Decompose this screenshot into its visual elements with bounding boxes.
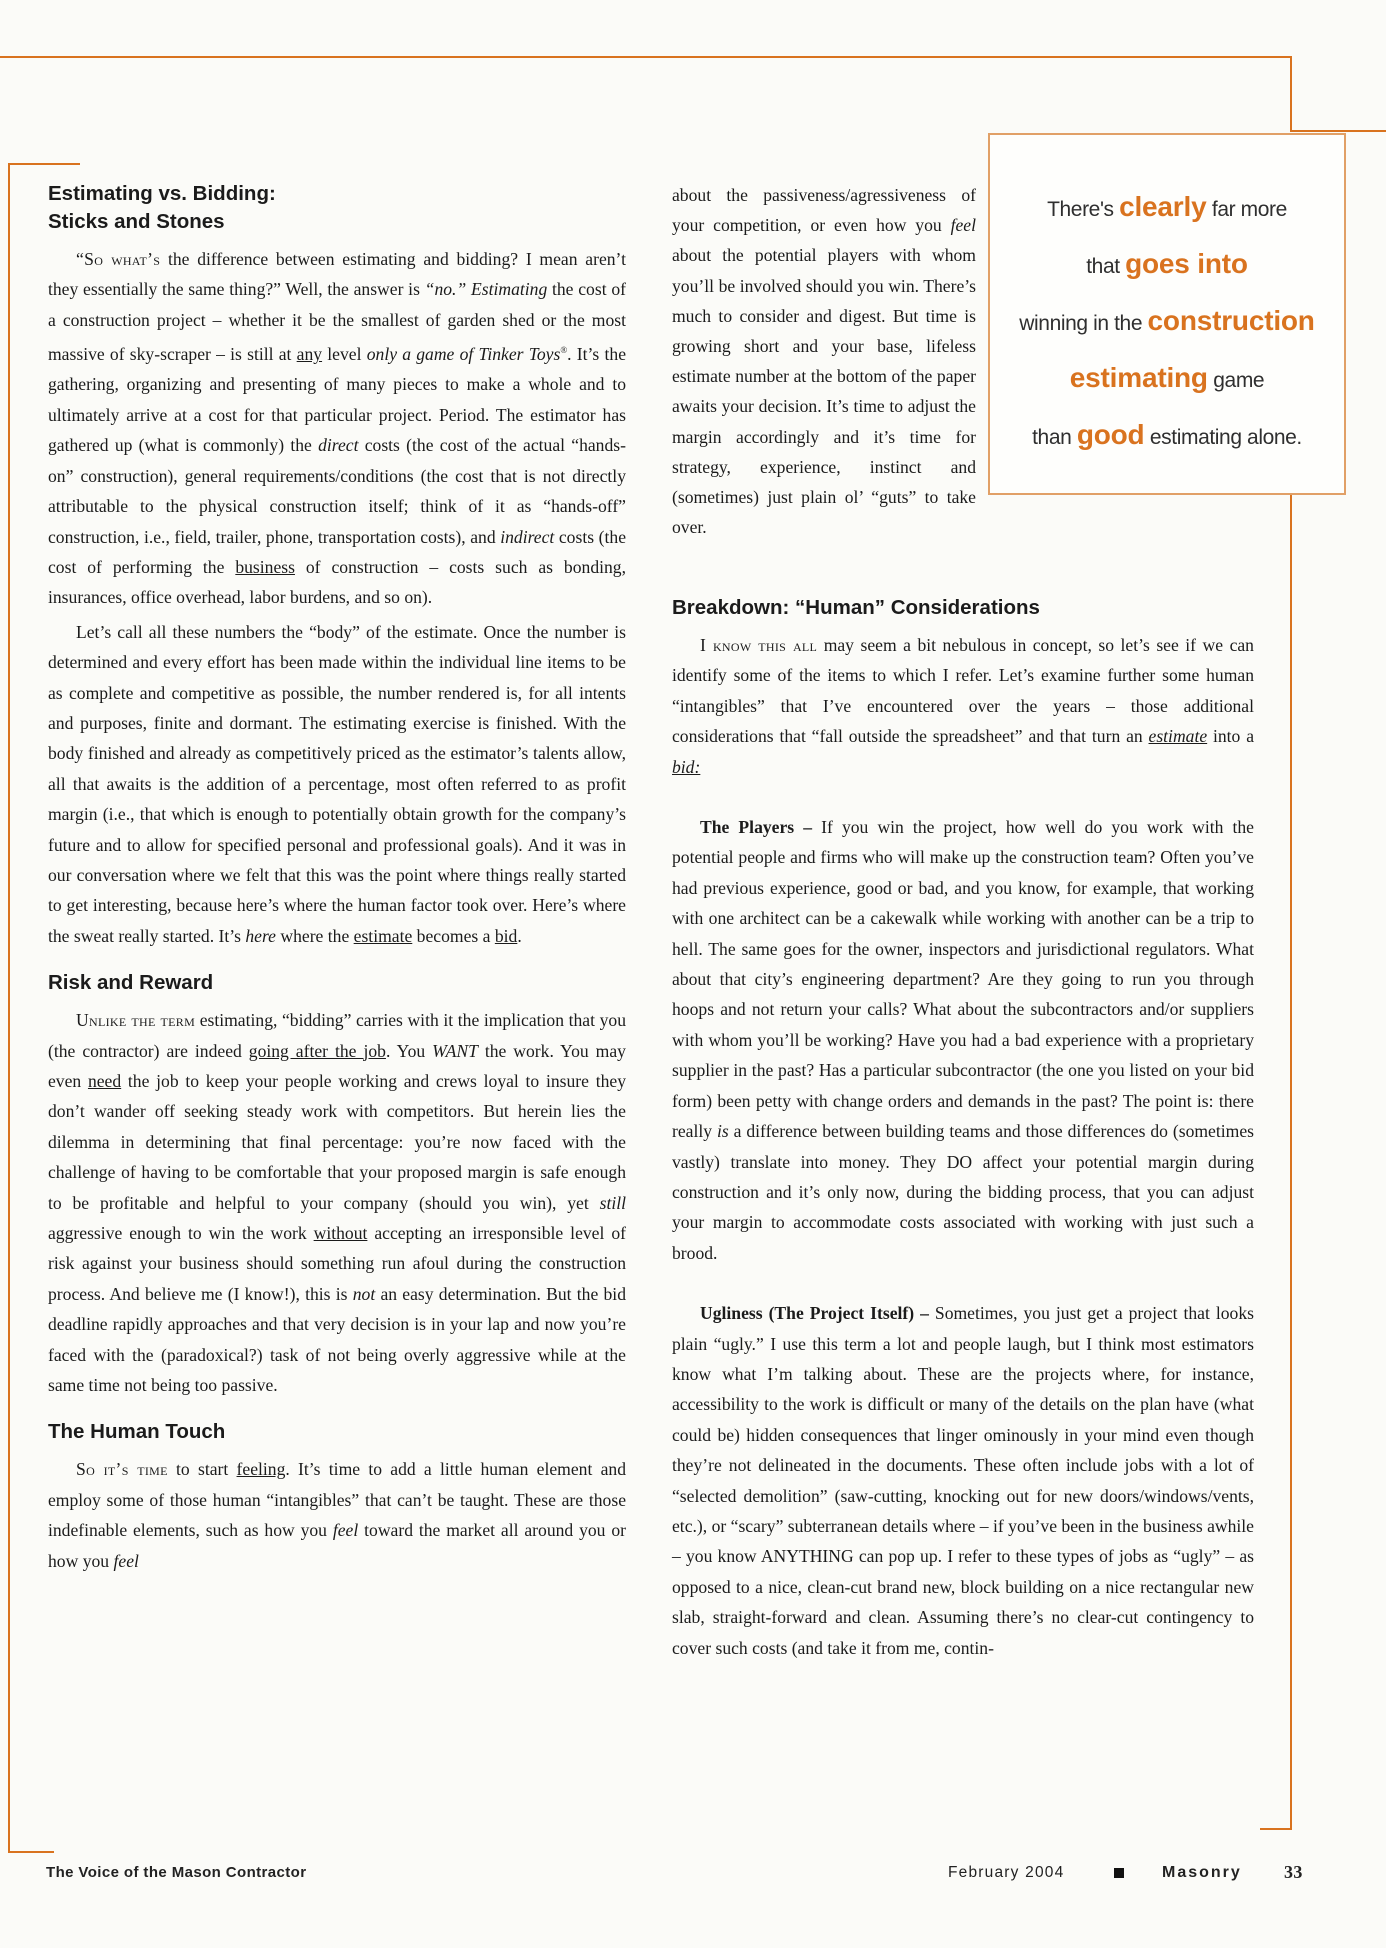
pull-quote-emphasis: clearly	[1119, 191, 1207, 222]
underlined: without	[313, 1223, 368, 1244]
emphasis: WANT	[432, 1040, 478, 1061]
underlined: bid	[494, 925, 518, 946]
emphasis: feel	[950, 215, 976, 236]
right-column-lower	[672, 594, 1254, 1663]
paragraph-breakdown-intro	[672, 630, 1254, 782]
emphasis: “no.”	[424, 279, 467, 300]
text: about the potential players with whom you’ll be involved should you win. There’s much to consider and digest. But time is growing short and your base, lifeless estimate number at the bottom of the paper awaits your decision. It’s time to adjust the margin accordingly and it’s time for strategy, experience, instinct and (sometimes) just plain ol’ “guts” to take over.	[672, 245, 976, 538]
text: accepting an irresponsible level of risk against your business should something run afoul during the construction process. And believe me (I know!), this is	[48, 1223, 626, 1304]
text: .	[517, 925, 522, 946]
page-number: 33	[1284, 1862, 1303, 1882]
pull-quote-text: There's	[1047, 198, 1120, 221]
text: the work. You may even	[48, 1040, 626, 1092]
pull-quote-emphasis: construction	[1147, 305, 1315, 336]
left-bracket-vertical	[8, 163, 10, 1853]
footer-date: February 2004	[948, 1864, 1065, 1881]
heading-line: Sticks and Stones	[48, 210, 225, 233]
paragraph-risk-and-reward	[48, 1005, 626, 1400]
text: the cost of a construction project – whether it be the smallest of garden shed or the most massive of sky-scraper – is still at	[48, 279, 626, 365]
lead-in: Unlike the term	[76, 1010, 196, 1031]
paragraph-the-players	[672, 812, 1254, 1268]
underlined: estimate	[353, 925, 413, 946]
top-right-rule-vertical	[1290, 56, 1292, 132]
section-heading-estimating-vs-bidding	[48, 180, 626, 236]
pull-quote-text: game	[1207, 369, 1265, 392]
footer-magazine-name: Masonry	[1162, 1864, 1242, 1881]
text: into a	[1207, 726, 1254, 747]
pull-quote-text: winning in the	[1019, 312, 1148, 335]
pull-quote-text: far more	[1206, 198, 1287, 221]
paragraph-human-touch-continued	[672, 180, 976, 542]
underlined: bid:	[672, 756, 701, 777]
lead-in: So it’s time	[76, 1459, 168, 1480]
emphasis: still	[599, 1192, 626, 1213]
text: costs (the cost of the actual “hands-on” construction), general requirements/conditions (the cost that is not directly attributable to the physical construction itself; think of it as “hands-off” construction, i.e., field, trailer, phone, transportation costs), and	[48, 435, 626, 547]
pull-quote-emphasis: goes into	[1125, 248, 1248, 279]
text: an easy determination. But the bid deadline rapidly approaches and that very decision is in your lap and now you’re faced with the (paradoxical?) task of not being overly aggressive while at the same time not being too passive.	[48, 1283, 626, 1396]
text: aggressive enough to win the work	[48, 1223, 314, 1244]
paragraph-estimating-body	[48, 617, 626, 951]
right-rule-upper	[1290, 492, 1292, 1532]
text: about the passiveness/agressiveness of your competition, or even how you	[672, 185, 976, 236]
underlined: estimate	[1148, 726, 1208, 747]
run-in-title: Ugliness (The Project Itself) –	[700, 1303, 929, 1324]
pull-quote-box	[988, 133, 1346, 495]
left-bracket-top	[8, 163, 80, 165]
text: costs (the cost of performing the	[48, 526, 626, 577]
emphasis: not	[352, 1283, 376, 1304]
text: . You	[385, 1040, 433, 1061]
top-rule	[0, 56, 1290, 58]
heading-line: Estimating vs. Bidding:	[48, 182, 276, 205]
emphasis: only a game of Tinker Toys	[366, 344, 561, 365]
right-rule-lower	[1290, 1530, 1292, 1830]
lead-in: I know this all	[700, 635, 818, 655]
pull-quote-text: estimating alone.	[1144, 426, 1302, 449]
text: . It’s time to add a little human element and employ some of those human “intangibles” that can’t be taught. These are those indefinable elements, such as how you	[48, 1459, 626, 1541]
text: becomes a	[412, 925, 495, 946]
text: to start	[167, 1459, 237, 1480]
run-in-title: The Players –	[700, 817, 813, 838]
emphasis: feel	[332, 1520, 359, 1541]
underlined: need	[87, 1071, 122, 1092]
emphasis: here	[245, 925, 276, 946]
text: . It’s the gathering, organizing and presenting of many pieces to make a whole and to ultimately arrive at a cost for that particular project. Period. The estimator has gathered up (what is commonly) the	[48, 344, 627, 456]
emphasis: is	[716, 1121, 729, 1142]
paragraph-ugliness	[672, 1298, 1254, 1663]
text: Let’s call all these numbers the “body” of the estimate. Once the number is determined and every effort has been made within the individual line items to be as complete and competitive as possible, the number rendered is, for all intents and purposes, finite and dormant. The estimating exercise is finished. With the body finished and already as competitively priced as the estimator’s talents allow, all that awaits is the addition of a percentage, most often referred to as profit margin (i.e., that which is enough to potentially obtain growth for the company’s future and to allow for specified personal and professional goals). And it was in our conversation where we felt that this was the point where things really started to get interesting, because here’s where the human factor took over. Here’s where the sweat really started. It’s	[48, 621, 626, 946]
text: the difference between estimating and bidding? I mean aren’t they essentially the same thing?” Well, the answer is	[48, 249, 626, 300]
pull-quote	[994, 180, 1340, 465]
text: may seem a bit nebulous in concept, so let’s see if we can identify some of the items to which I refer. Let’s examine further some human “intangibles” that I’ve encountered over the years – those additional considerations that “fall outside the spreadsheet” and that turn an	[672, 635, 1254, 747]
top-right-rule-horizontal	[1290, 130, 1386, 132]
text: of construction – costs such as bonding, insurances, office overhead, labor burdens, and so on).	[48, 556, 627, 608]
lead-in: “So what’s	[76, 249, 161, 269]
text: estimating, “bidding” carries with it the implication that you (the contractor) are indeed	[48, 1010, 626, 1061]
right-rule-bottom	[1260, 1828, 1292, 1830]
underlined: business	[235, 556, 295, 577]
left-bracket-bottom	[8, 1851, 54, 1853]
emphasis: direct	[318, 435, 359, 456]
pull-quote-text: than	[1032, 426, 1077, 449]
paragraph-human-touch-start	[48, 1454, 626, 1576]
underlined: any	[296, 344, 323, 365]
pull-quote-emphasis: estimating	[1069, 362, 1208, 393]
pull-quote-text: that	[1086, 255, 1126, 278]
paragraph-estimating-intro	[48, 244, 626, 613]
footer-tagline: The Voice of the Mason Contractor	[46, 1864, 307, 1881]
section-heading-breakdown: Breakdown: “Human” Considerations	[672, 596, 1040, 619]
emphasis: feel	[113, 1550, 139, 1571]
emphasis: indirect	[500, 526, 555, 547]
section-heading-risk-and-reward: Risk and Reward	[48, 971, 214, 995]
text: the job to keep your people working and crews loyal to insure they don’t wander off seeking steady work with competitors. But herein lies the dilemma in determining that final percentage: you’re now faced with the challenge of having to be comfortable that your proposed margin is safe enough to be profitable and helpful to your company (should you win), yet	[48, 1071, 626, 1213]
section-heading-human-touch: The Human Touch	[48, 1420, 226, 1444]
text: If you win the project, how well do you work with the potential people and firms who will make up the construction team? Often you’ve had previous experience, good or bad, and you know, for example, that working with one architect can be a cakewalk while working with another can be a trip to hell. The same goes for the owner, inspectors and jurisdictional regulators. What about that city’s engineering department? Are they going to run you through hoops and not return your calls? What about the subcontractors and/or suppliers with whom you’ll be working? Have you had a bad experience with a proprietary supplier in the past? Has a particular subcontractor (the one you listed on your bid form) been petty with change orders and demands in the past? The point is: there really	[672, 817, 1254, 1142]
underlined: going after the job	[248, 1040, 386, 1061]
text: toward the market all around you or how you	[48, 1520, 626, 1571]
text: level	[322, 344, 367, 365]
registered-mark: ®	[560, 345, 568, 356]
text: where the	[275, 925, 354, 946]
emphasis: Estimating	[471, 279, 548, 300]
underlined: feeling	[236, 1459, 286, 1480]
footer-square-icon	[1114, 1868, 1124, 1878]
text: Sometimes, you just get a project that looks plain “ugly.” I use this term a lot and people laugh, but I think most estimators know what I’m talking about. These are the projects where, for instance, accessibility to the work is difficult or many of the details on the plan have (what could be) hidden consequences that linger ominously in your mind even though they’re not delineated in the documents. These often include jobs with a lot of “selected demolition” (saw-cutting, knocking out for new doors/windows/vents, etc.), or “scary” subterranean details where – if you’ve been in the business awhile – you know ANYTHING can pop up. I refer to these types of jobs as “ugly” – as opposed to a nice, clean-cut brand new, block building on a nice rectangular new slab, straight-forward and clean. Assuming there’s no clear-cut contingency to cover such costs (and take it from me, contin-	[672, 1303, 1254, 1658]
left-column	[48, 180, 626, 1576]
text: a difference between building teams and those differences do (sometimes vastly) translate into money. They DO affect your potential margin during construction and it’s only now, during the bidding process, that you can adjust your margin to accommodate costs associated with working with just such a brood.	[672, 1121, 1254, 1263]
right-column-upper	[672, 180, 976, 542]
pull-quote-emphasis: good	[1076, 419, 1145, 450]
